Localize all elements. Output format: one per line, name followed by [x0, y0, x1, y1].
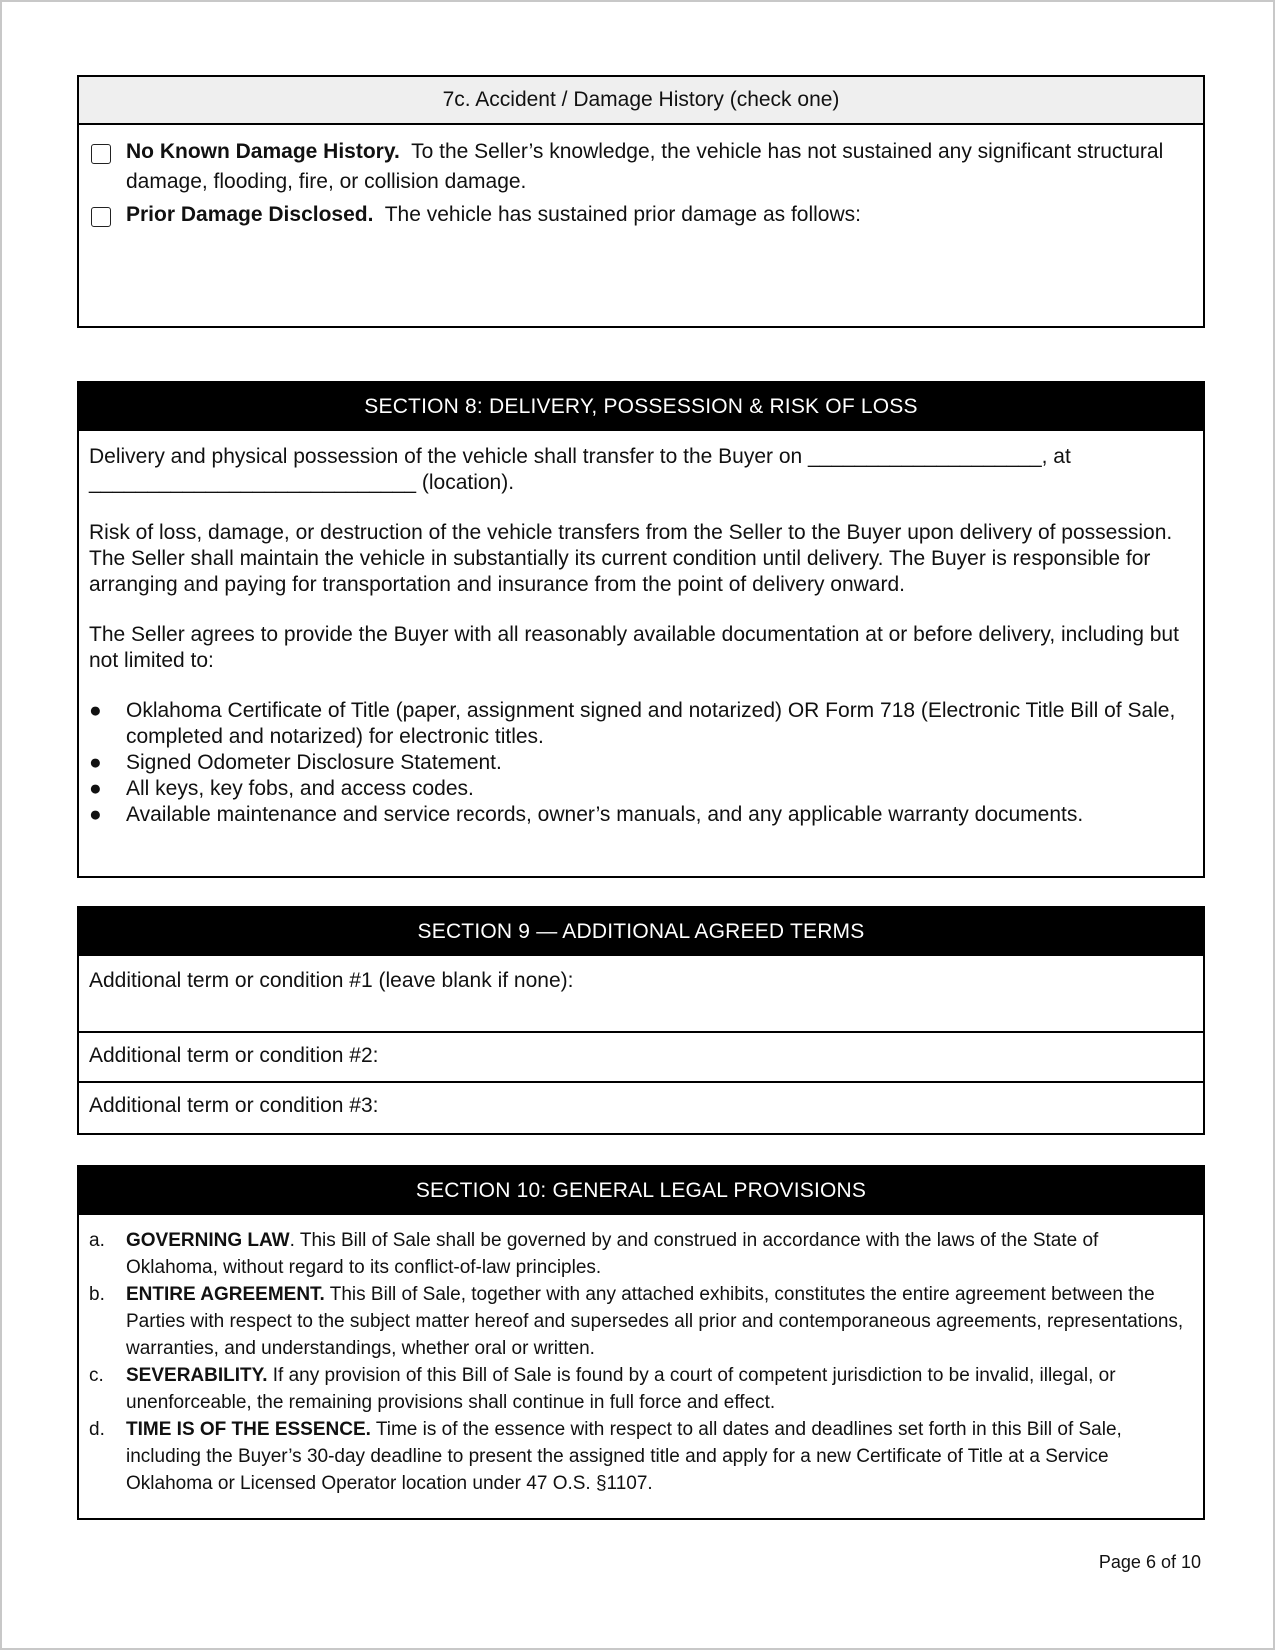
list-item-text: Oklahoma Certificate of Title (paper, assignment signed and notarized) OR Form 718 (Electronic Title Bill of Sale, completed and notarized) for electronic titles.	[126, 699, 1176, 748]
option-no-known-damage[interactable]	[79, 137, 1203, 197]
checkbox-prior-damage[interactable]	[91, 207, 111, 227]
documentation-intro: The Seller agrees to provide the Buyer with all reasonably available documentation at or before delivery, including but not limited to:	[89, 623, 1179, 672]
provision-severability	[89, 1362, 1193, 1416]
option-prior-damage[interactable]	[79, 200, 1203, 230]
bullet-icon: ●	[89, 803, 102, 826]
list-item	[89, 750, 1193, 776]
provision-text: . This Bill of Sale shall be governed by and construed in accordance with the laws of the State of Oklahoma, without regard to its conflict-of-law principles.	[126, 1230, 1099, 1278]
section-10-title: SECTION 10: GENERAL LEGAL PROVISIONS	[79, 1167, 1203, 1215]
option-no-known-damage-text: To the Seller’s knowledge, the vehicle has not sustained any significant structural damage, flooding, fire, or collision damage.	[126, 140, 1170, 193]
provision-letter: c.	[89, 1365, 104, 1386]
section-9-title: SECTION 9 — ADDITIONAL AGREED TERMS	[79, 908, 1203, 956]
page-number: Page 6 of 10	[1098, 1552, 1201, 1572]
section-10-box	[77, 1165, 1205, 1520]
checkbox-no-known-damage[interactable]	[91, 144, 111, 164]
provision-text: Time is of the essence with respect to all dates and deadlines set forth in this Bill of Sale, including the Buyer’s 30-day deadline to present the assigned title and apply for a new Certificate of Title at a Service Oklahoma or Licensed Operator location under 47 O.S. §1107.	[126, 1419, 1122, 1494]
provision-heading: ENTIRE AGREEMENT.	[126, 1284, 325, 1305]
additional-term-1-label: Additional term or condition #1 (leave blank if none):	[89, 969, 574, 992]
option-no-known-damage-label: No Known Damage History.	[126, 140, 400, 163]
option-prior-damage-text: The vehicle has sustained prior damage as follows:	[373, 203, 861, 226]
list-item-text: Available maintenance and service records, owner’s manuals, and any applicable warranty documents.	[126, 803, 1084, 826]
section-8-box	[77, 381, 1205, 878]
additional-term-2[interactable]	[79, 1031, 1203, 1081]
provision-letter: a.	[89, 1230, 105, 1251]
list-item	[89, 776, 1193, 802]
list-item-text: All keys, key fobs, and access codes.	[126, 777, 474, 800]
damage-history-title: 7c. Accident / Damage History (check one)	[79, 77, 1203, 125]
additional-term-2-label: Additional term or condition #2:	[89, 1044, 379, 1067]
additional-term-1[interactable]	[79, 956, 1203, 1031]
provisions-list	[79, 1215, 1203, 1507]
damage-history-box	[77, 75, 1205, 328]
provision-entire-agreement	[89, 1281, 1193, 1362]
list-item-text: Signed Odometer Disclosure Statement.	[126, 751, 502, 774]
risk-of-loss-paragraph: Risk of loss, damage, or destruction of the vehicle transfers from the Seller to the Buyer upon delivery of possession. The Seller shall maintain the vehicle in substantially its current condition until delivery. The Buyer is responsible for arranging and paying for transportation and insurance from the point of delivery onward.	[89, 521, 1173, 596]
provision-text: This Bill of Sale, together with any attached exhibits, constitutes the entire agreement between the Parties with respect to the subject matter hereof and supersedes all prior and contemporaneous agreements, representations, warranties, and understandings, whether oral or written.	[126, 1284, 1184, 1359]
provision-governing-law	[89, 1227, 1193, 1281]
list-item	[89, 802, 1193, 828]
bullet-icon: ●	[89, 699, 102, 722]
bullet-icon: ●	[89, 751, 102, 774]
provision-text: If any provision of this Bill of Sale is found by a court of competent jurisdiction to be invalid, illegal, or unenforceable, the remaining provisions shall continue in full force and effect.	[126, 1365, 1116, 1413]
additional-term-3-label: Additional term or condition #3:	[89, 1094, 379, 1117]
provision-letter: d.	[89, 1419, 105, 1440]
documentation-list	[89, 698, 1193, 828]
bullet-icon: ●	[89, 777, 102, 800]
delivery-paragraph: Delivery and physical possession of the vehicle shall transfer to the Buyer on ____________________, at ____________________________ (location).	[89, 445, 1071, 494]
option-prior-damage-label: Prior Damage Disclosed.	[126, 203, 374, 226]
provision-letter: b.	[89, 1284, 105, 1305]
section-8-title: SECTION 8: DELIVERY, POSSESSION & RISK OF LOSS	[79, 383, 1203, 431]
list-item	[89, 698, 1193, 750]
provision-heading: TIME IS OF THE ESSENCE.	[126, 1419, 371, 1440]
provision-heading: SEVERABILITY.	[126, 1365, 268, 1386]
provision-heading: GOVERNING LAW	[126, 1230, 290, 1251]
section-9-box	[77, 906, 1205, 1135]
additional-term-3[interactable]	[79, 1081, 1203, 1131]
provision-time-of-essence	[89, 1416, 1193, 1497]
